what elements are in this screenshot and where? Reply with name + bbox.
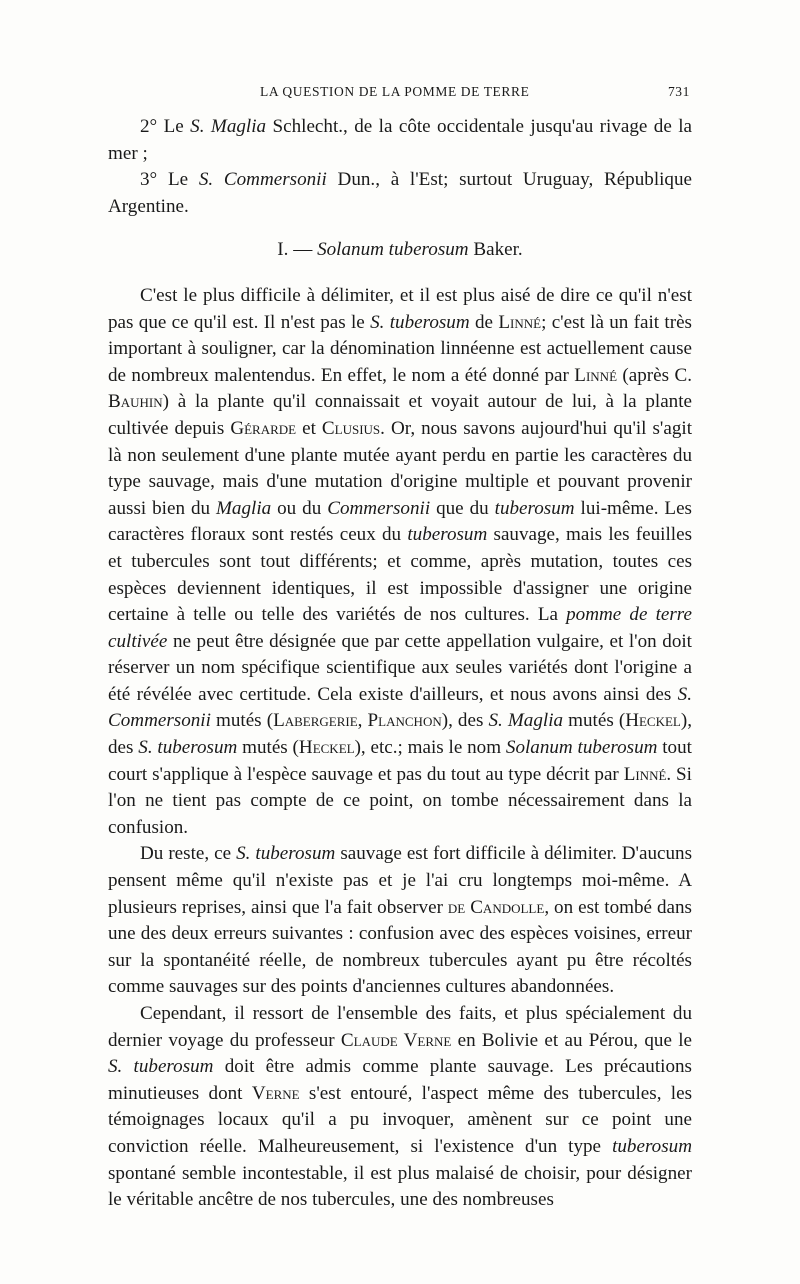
running-title: LA QUESTION DE LA POMME DE TERRE [260, 84, 530, 99]
page-number: 731 [667, 84, 690, 99]
author-name: de Candolle [447, 896, 545, 918]
author-name: Linné [623, 763, 667, 785]
author-name: Heckel [625, 710, 681, 732]
author-name: Linné [498, 311, 542, 333]
species-name: S. Maglia [190, 116, 267, 137]
list-item-2: 2° Le S. Maglia Schlecht., de la côte occidentale jusqu'au rivage de la mer ; [108, 116, 693, 164]
section-heading [108, 237, 692, 264]
section-author: Baker. [473, 239, 523, 261]
paragraph-3: Cependant, il ressort de l'ensemble des faits, et plus spécialement du dernier voyage du professeur Claude Verne en Bolivie et au Pérou, que le S. tuberosum doit être admis comme plante sauvage. Les précautions minutieuses dont Verne s'est entouré, l'aspect même des tubercules, les témoignages locaux qu'il a pu invoquer, amènent sur ce point une conviction réelle. Malheureusement, si l'existence d'un type tuberosum spontané semble incontestable, il est plus malaisé de choisir, pour désigner le véritable ancêtre de nos tubercules, une des nombreuses [108, 1003, 693, 1211]
author-name: Linné [574, 364, 618, 386]
author-name: Claude Verne [340, 1029, 452, 1051]
author-name: Gérarde [230, 417, 297, 439]
author-name: Labergerie [273, 710, 358, 732]
author-name: Verne [251, 1082, 300, 1104]
author-name: Planchon [367, 710, 442, 732]
paragraph-1: C'est le plus difficile à délimiter, et il est plus aisé de dire ce qu'il n'est pas que ce qu'il est. Il n'est pas le S. tuberosum de Linné; c'est là un fait très important à souligner, car la dénomination linnéenne est actuellement cause de nombreux malentendus. En effet, le nom a été donné par Linné (après C. Bauhin) à la plante qu'il connaissait et voyait autour de lui, à la plante cultivée depuis Gérarde et Clusius. Or, nous savons aujourd'hui qu'il s'agit là non seulement d'une plante mutée ayant perdu en partie les caractères du type sauvage, mais d'une mutation d'origine multiple et pouvant provenir aussi bien du Maglia ou du Commersonii que du tuberosum lui-même. Les caractères floraux sont restés ceux du tuberosum sauvage, mais les feuilles et tubercules sont tout différents; et comme, après mutation, toutes ces espèces deviennent identiques, il est impossible d'assigner une origine certaine à telle ou telle des variétés de nos cultures. La pomme de terre cultivée ne peut être désignée que par cette appellation vulgaire, et l'on doit réserver un nom spécifique scientifique aux seules variétés dont l'origine a été révélée avec certitude. Cela existe d'ailleurs, et nous avons ainsi des S. Commersonii mutés (Labergerie, Planchon), des S. Maglia mutés (Heckel), des S. tuberosum mutés (Heckel), etc.; mais le nom Solanum tuberosum tout court s'applique à l'espèce sauvage et pas du tout au type décrit par Linné. Si l'on ne tient pas compte de ce point, on tombe nécessairement dans la confusion. [108, 284, 693, 838]
list-marker: 2° [140, 116, 158, 137]
body-text [108, 114, 692, 1214]
author-name: Clusius [321, 417, 381, 439]
paragraph-2: Du reste, ce S. tuberosum sauvage est fort difficile à délimiter. D'aucuns pensent même qu'il n'existe pas et je l'ai cru longtemps moi-même. A plusieurs reprises, ainsi que l'a fait observer de Candolle, on est tombé dans une des deux erreurs suivantes : confusion avec des espèces voisines, erreur sur la spontanéité réelle, de nombreux tubercules ayant pu être récoltés comme sauvages sur des points d'anciennes cultures abandonnées. [108, 843, 693, 998]
list-item-3: 3° Le S. Commersonii Dun., à l'Est; surtout Uruguay, République Argentine. [108, 169, 693, 217]
author-name: Heckel [298, 737, 355, 759]
section-species: Solanum tuberosum [317, 239, 469, 261]
running-header [110, 84, 690, 104]
author-name: Bauhin [108, 391, 163, 413]
species-name: S. Commersonii [198, 169, 327, 191]
list-marker: 3° [140, 169, 158, 191]
section-numeral: I. — [277, 239, 313, 261]
